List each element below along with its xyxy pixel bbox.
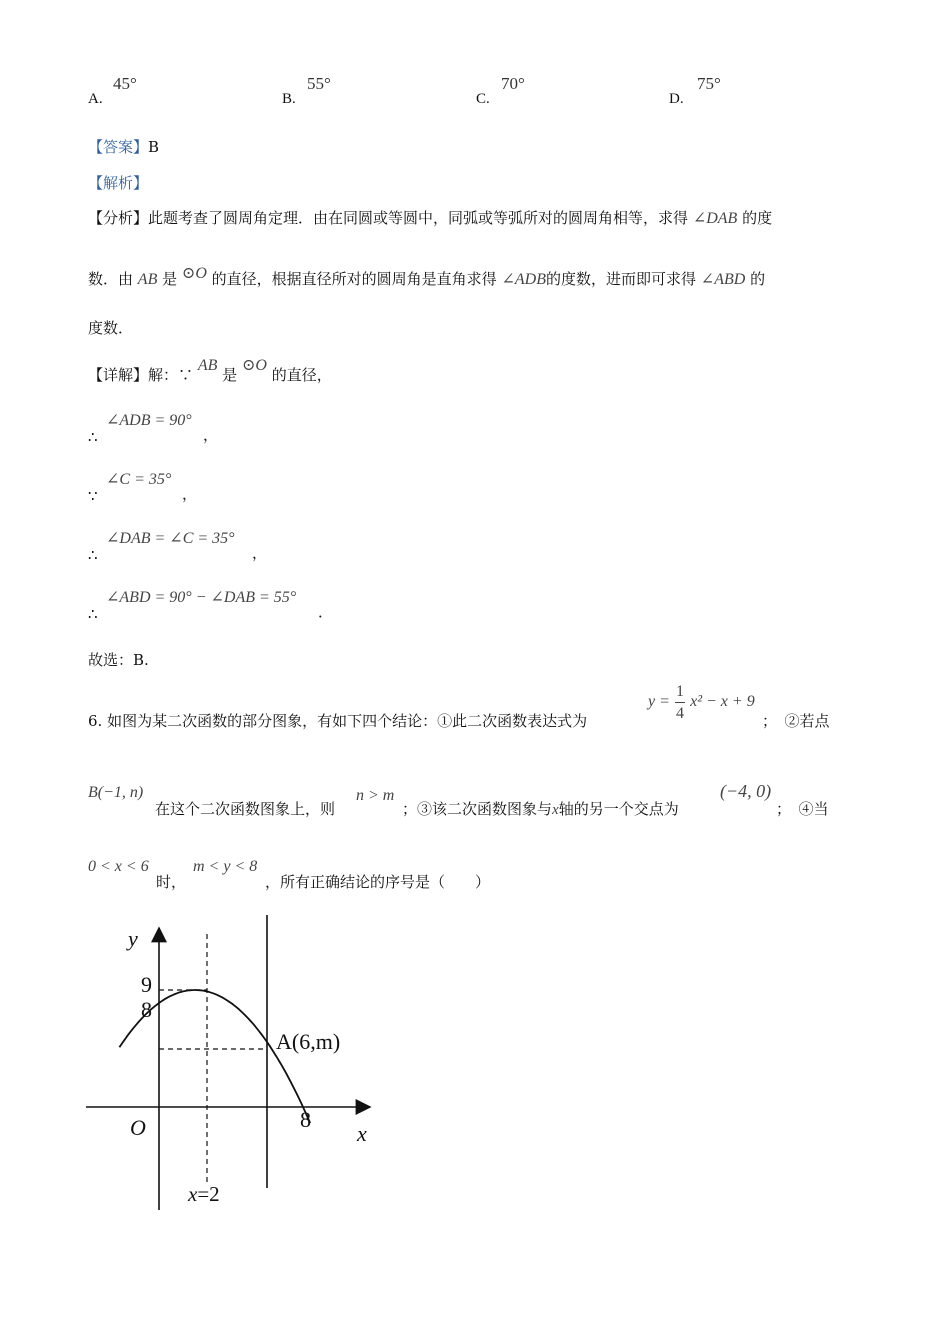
option-letter: B. — [282, 91, 296, 107]
expr-y: y = — [648, 692, 670, 710]
fenxi-text: 的直径，根据直径所对的圆周角是直角求得 — [211, 270, 497, 288]
angle-dab: ∠DAB — [692, 210, 738, 227]
range-y: m < y < 8 — [193, 858, 258, 875]
therefore-symbol: ∴ — [88, 546, 98, 564]
angle-adb: ∠ADB — [501, 271, 546, 288]
step-3: ∠DAB = ∠C = 35° — [106, 530, 235, 547]
therefore-symbol: ∴ — [88, 605, 98, 623]
circle-o: ⊙O — [241, 357, 267, 374]
q6-sep: ； ②若点 — [762, 712, 830, 730]
fenxi-label: 【分析】 — [88, 209, 149, 227]
n-gt-m: n > m — [356, 787, 395, 804]
fenxi-text: 的度 — [742, 209, 773, 227]
point-neg4: (−4, 0) — [720, 781, 772, 801]
q6-sep: ； ④当 — [776, 800, 829, 818]
option-letter: D. — [669, 91, 684, 107]
frac-denominator: 4 — [676, 705, 684, 722]
fenxi-line-3: 度数． — [88, 319, 134, 337]
tick-9: 9 — [141, 972, 152, 997]
fenxi-text: 的 — [750, 270, 766, 288]
tick-8-y: 8 — [141, 997, 152, 1022]
q6-text: 轴的另一个交点为 — [558, 800, 679, 818]
segment-ab: AB — [197, 357, 218, 374]
answer-label: 【答案】 — [88, 138, 149, 156]
option-d-value: 75° — [697, 74, 721, 93]
step-1: ∠ADB = 90° — [106, 412, 192, 429]
q6-text: 在这个二次函数图象上，则 — [155, 800, 336, 818]
step-4: ∠ABD = 90° − ∠DAB = 55° — [106, 589, 297, 606]
option-b-value: 55° — [307, 74, 331, 93]
y-axis-label: y — [128, 926, 138, 951]
x-var: x — [552, 802, 559, 818]
q6-text: ；③该二次函数图象与 — [402, 800, 553, 818]
angle-abd: ∠ABD — [700, 271, 746, 288]
option-a-value: 45° — [113, 74, 137, 93]
conclusion: 故选：B. — [88, 651, 149, 669]
step-2: ∠C = 35° — [106, 471, 172, 488]
analysis-label: 【解析】 — [88, 174, 149, 192]
expr-rest: x² − x + 9 — [690, 692, 755, 710]
origin-label: O — [130, 1115, 146, 1140]
point-a-label: A(6,m) — [276, 1029, 341, 1054]
xiangjie-text: 是 — [222, 366, 238, 384]
comma: ， — [252, 544, 268, 562]
range-x: 0 < x < 6 — [88, 858, 149, 875]
point-b: B(−1, n) — [88, 784, 144, 801]
x-axis-label: x — [357, 1121, 367, 1146]
option-letter: A. — [88, 91, 103, 107]
q6-text: ，所有正确结论的序号是（ ） — [265, 873, 491, 891]
q6-text: 时， — [156, 873, 187, 891]
fenxi-text: 数．由 — [88, 270, 134, 288]
fenxi-text: 的度数，进而即可求得 — [545, 270, 696, 288]
question-number: 6. — [88, 712, 103, 730]
tick-8-x: 8 — [300, 1107, 311, 1132]
because-symbol: ∵ — [178, 366, 194, 384]
axis-of-symmetry-label: x=2 — [188, 1182, 220, 1206]
answer-value: B — [148, 138, 160, 156]
option-c-value: 70° — [501, 74, 525, 93]
therefore-symbol: ∴ — [88, 428, 98, 446]
circle-o: ⊙O — [181, 265, 207, 282]
q6-text: 如图为某二次函数的部分图象，有如下四个结论：①此二次函数表达式为 — [107, 712, 588, 730]
because-symbol: ∵ — [88, 487, 98, 505]
comma: ， — [203, 426, 219, 444]
fenxi-text: 是 — [162, 270, 178, 288]
xiangjie-text: 解： — [148, 366, 179, 384]
xiangjie-text: 的直径， — [271, 366, 332, 384]
frac-numerator: 1 — [675, 684, 685, 703]
fenxi-text: 此题考查了圆周角定理．由在同圆或等圆中，同弧或等弧所对的圆周角相等，求得 — [148, 209, 689, 227]
period: ． — [318, 603, 334, 621]
segment-ab: AB — [137, 271, 158, 288]
xiangjie-label: 【详解】 — [88, 366, 149, 384]
option-letter: C. — [476, 91, 490, 107]
comma: ， — [182, 485, 198, 503]
